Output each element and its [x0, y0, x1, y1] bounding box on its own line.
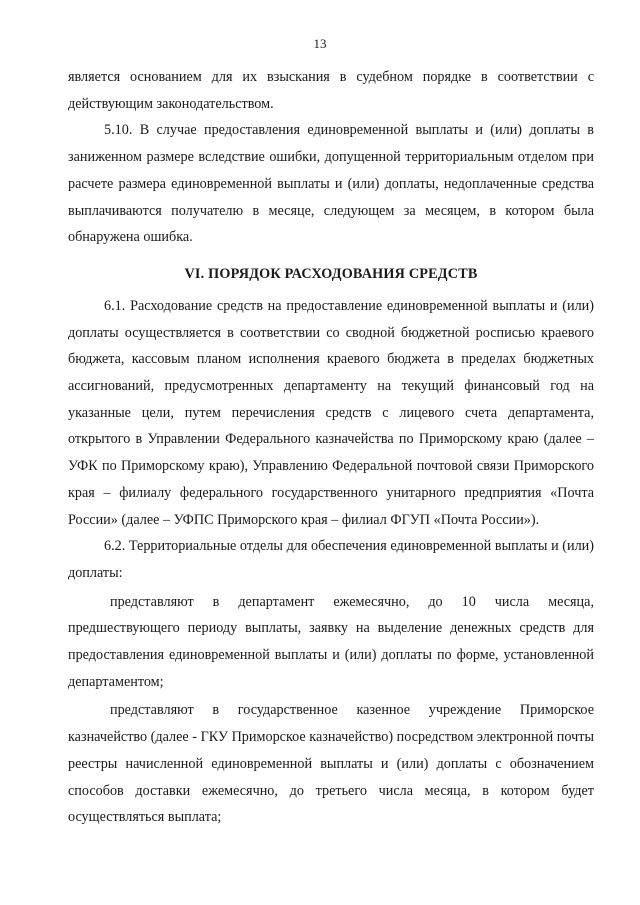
paragraph-6-2-item-2: представляют в государственное казенное учреждение Приморское казначейство (далее - ГКУ Приморское казначейство) посредством электронной почты реестры начисленной единовременной выплаты и (или) доплаты с обозначением способов доставки ежемесячно, до третьего числа месяца, в котором будет осуществляться выплата; [68, 702, 594, 826]
section-heading: VI. ПОРЯДОК РАСХОДОВАНИЯ СРЕДСТВ [184, 265, 478, 282]
document-body [68, 64, 594, 831]
paragraph-continuation: является основанием для их взыскания в судебном порядке в соответствии с действующим законодательством. [68, 69, 594, 112]
paragraph-6-1: 6.1. Расходование средств на предоставление единовременной выплаты и (или) доплаты осуществляется в соответствии со сводной бюджетной росписью краевого бюджета, кассовым планом исполнения краевого бюджета в пределах бюджетных ассигнований, предусмотренных департаменту на текущий финансовый год на указанные цели, путем перечисления средств с лицевого счета департамента, открытого в Управлении Федерального казначейства по Приморскому краю (далее – УФК по Приморскому краю), Управлению Федеральной почтовой связи Приморского края – филиалу федерального государственного унитарного предприятия «Почта России» (далее – УФПС Приморского края – филиал ФГУП «Почта России»). [68, 297, 594, 528]
paragraph-6-2-item-1: представляют в департамент ежемесячно, до 10 числа месяца, предшествующего периоду выплаты, заявку на выделение денежных средств для предоставления единовременной выплаты и (или) доплаты по форме, установленной департаментом; [68, 593, 594, 690]
paragraph-5-10: 5.10. В случае предоставления единовременной выплаты и (или) доплаты в заниженном размере вследствие ошибки, допущенной территориальным отделом при расчете размера единовременной выплаты и (или) доплаты, недоплаченные средства выплачиваются получателю в месяце, следующем за месяцем, в котором была обнаружена ошибка. [68, 122, 594, 246]
paragraph-6-2: 6.2. Территориальные отделы для обеспечения единовременной выплаты и (или) доплаты: [68, 538, 594, 581]
page-number: 13 [313, 36, 327, 51]
